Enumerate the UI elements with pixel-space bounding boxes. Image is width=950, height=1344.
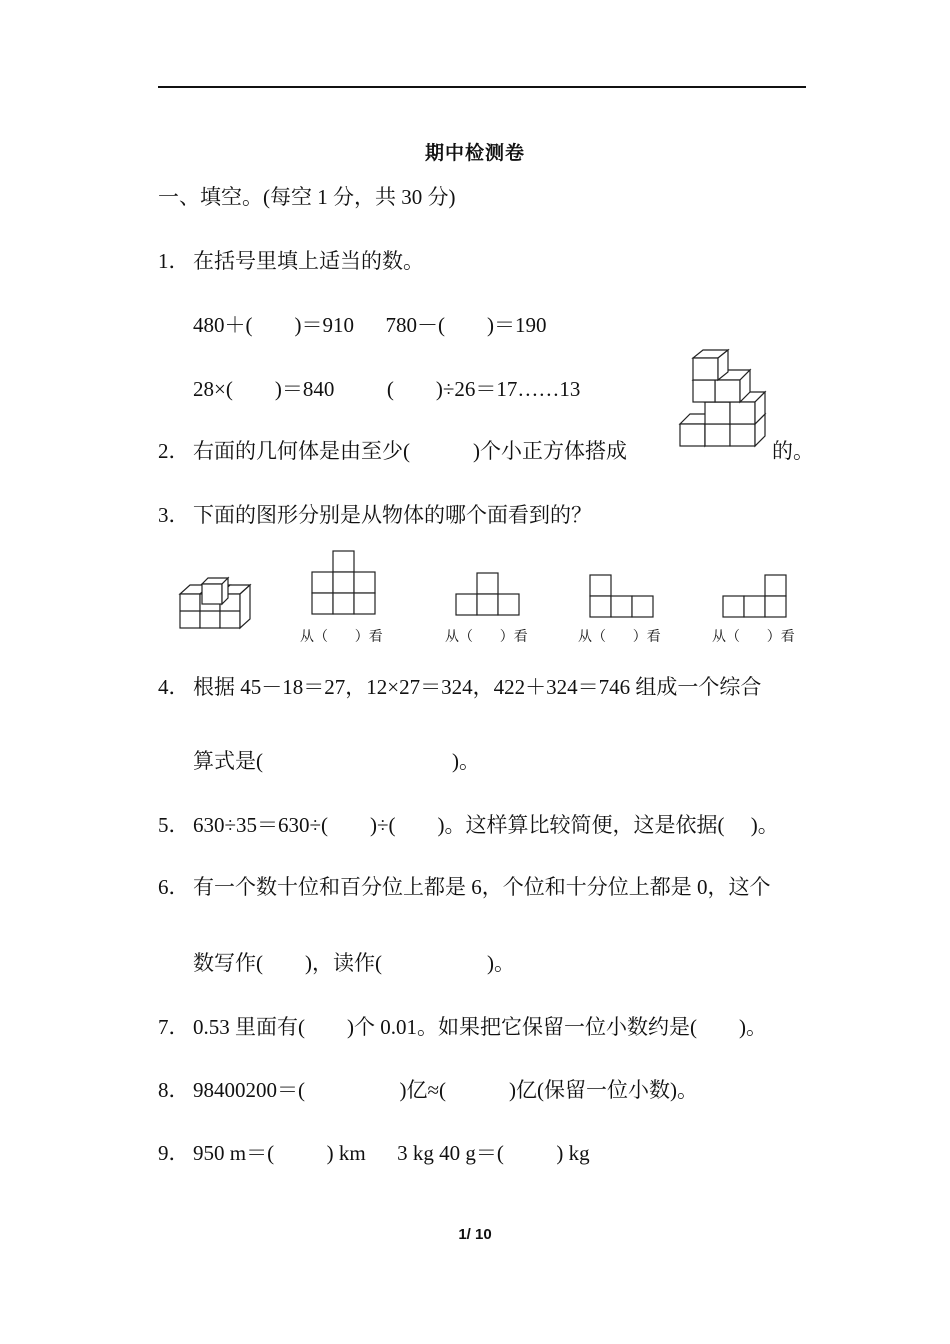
question-4-cont: 算式是( )。 (193, 749, 480, 773)
cube-solid-figure (672, 350, 772, 450)
question-1: 1． 在括号里填上适当的数。 (158, 249, 424, 273)
question-1-row-1: 480＋( )＝910 780－( )＝190 (193, 313, 547, 337)
question-7: 7． 0.53 里面有( )个 0.01。如果把它保留一位小数约是( )。 (158, 1015, 767, 1039)
question-6-cont: 数写作( )，读作( )。 (193, 951, 515, 975)
view-caption-3: 从（ ）看 (578, 629, 661, 645)
page-title: 期中检测卷 (424, 143, 525, 164)
question-1-row-2: 28×( )＝840 ( )÷26＝17……13 (193, 377, 581, 401)
view-figure-3 (590, 574, 656, 618)
view-figure-2 (456, 572, 522, 616)
page-number: 1/ 10 (458, 1226, 492, 1243)
question-2-tail: 的。 (772, 439, 814, 463)
header-rule (158, 86, 806, 88)
question-4: 4． 根据 45－18＝27，12×27＝324，422＋324＝746 组成一个综合 (158, 675, 762, 699)
view-caption-1: 从（ ）看 (300, 629, 383, 645)
section-heading: 一、填空。(每空 1 分，共 30 分) (158, 185, 456, 209)
question-9: 9． 950 m＝( ) km 3 kg 40 g＝( ) kg (158, 1141, 590, 1165)
view-figure-1 (312, 550, 378, 616)
question-2: 2． 右面的几何体是由至少( )个小正方体搭成 (158, 439, 627, 463)
view-caption-4: 从（ ）看 (712, 629, 795, 645)
question-5: 5． 630÷35＝630÷( )÷( )。这样算比较简便，这是依据( )。 (158, 813, 779, 837)
question-8: 8． 98400200＝( )亿≈( )亿(保留一位小数)。 (158, 1078, 698, 1102)
view-caption-2: 从（ ）看 (445, 629, 528, 645)
view-solid-figure (178, 576, 268, 632)
question-6: 6． 有一个数十位和百分位上都是 6，个位和十分位上都是 0，这个 (158, 875, 771, 899)
question-3: 3． 下面的图形分别是从物体的哪个面看到的？ (158, 503, 592, 527)
view-figure-4 (723, 574, 789, 618)
